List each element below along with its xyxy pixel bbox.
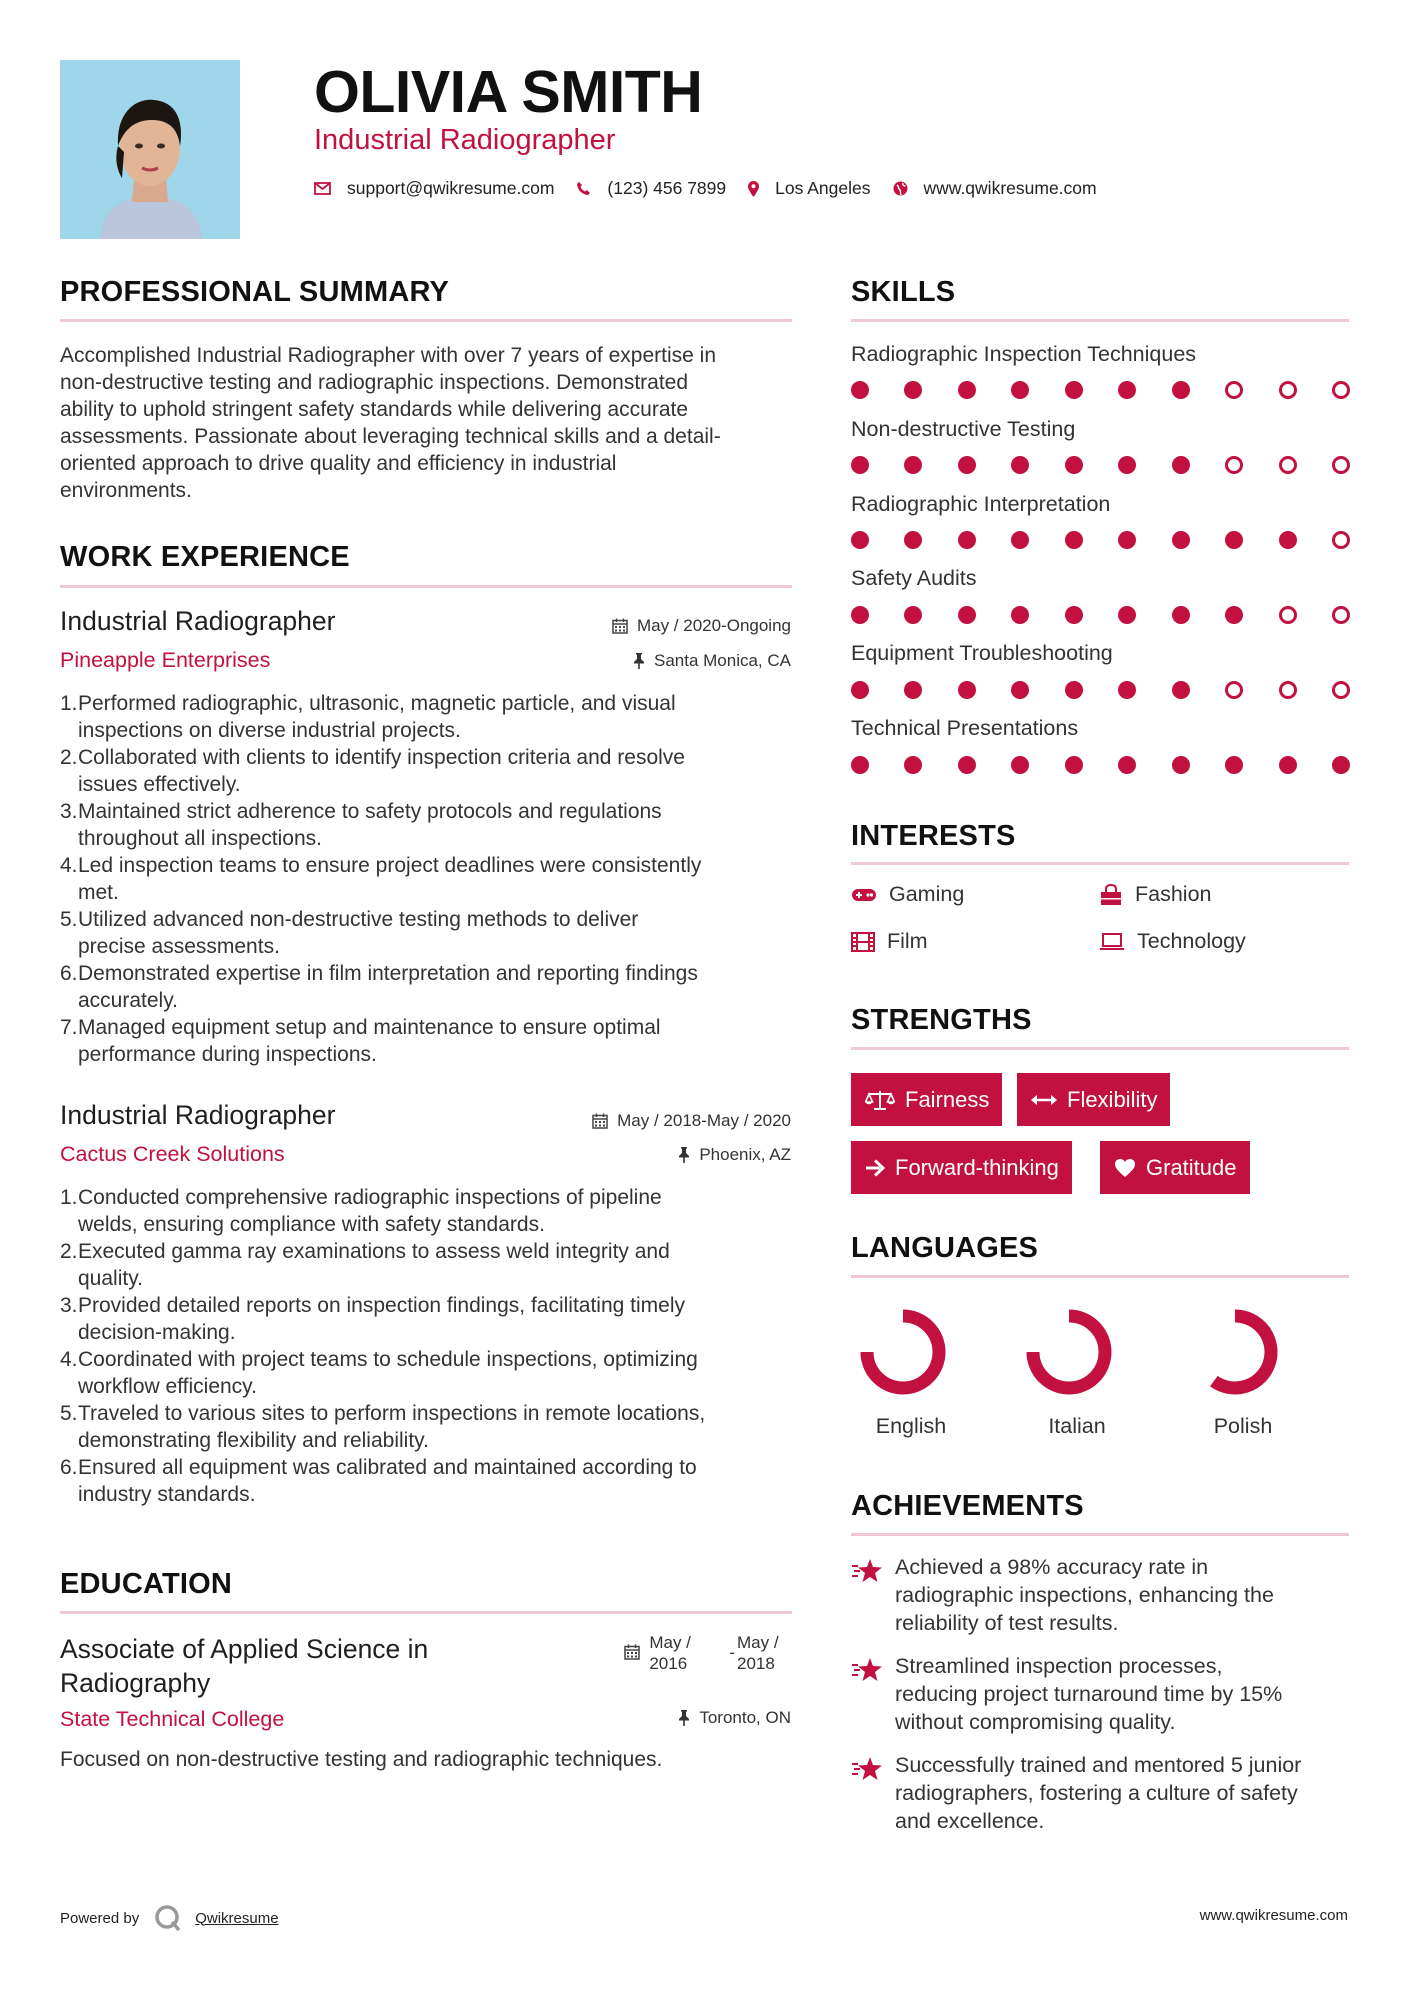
contact-phone[interactable] [576, 178, 726, 199]
language-ring-arc [867, 1316, 939, 1388]
job-date [612, 616, 791, 636]
skill-dot-filled [1065, 381, 1083, 399]
candidate-title: Industrial Radiographer [314, 124, 616, 156]
achievement-text: Successfully trained and mentored 5 junior radiographers, fostering a culture of safety and excellence. [895, 1753, 1302, 1833]
skill-dot-filled [851, 756, 869, 774]
skill-dot-filled [904, 381, 922, 399]
interest-label: Film [887, 929, 928, 953]
pin-icon [678, 1710, 690, 1726]
list-item: 5. Utilized advanced non-destructive testing methods to deliver precise assessments. [60, 908, 639, 958]
skill-dot-empty [1279, 456, 1297, 474]
skill-dot-empty [1332, 381, 1350, 399]
skill-label: Technical Presentations [851, 716, 1079, 740]
language-ring-arc [1033, 1316, 1105, 1388]
job-date [592, 1111, 791, 1131]
languages-divider [851, 1275, 1349, 1278]
skill-dot-empty [1332, 606, 1350, 624]
powered-by-text: Powered by [60, 1909, 140, 1927]
education-date [624, 1632, 791, 1674]
skill-dot-filled [1279, 531, 1297, 549]
achievement-text: Streamlined inspection processes, reducing project turnaround time by 15% without compromising quality. [895, 1654, 1283, 1734]
strength-label: Fairness [905, 1086, 990, 1112]
job-title: Industrial Radiographer [60, 606, 336, 636]
candidate-name: OLIVIA SMITH [314, 59, 703, 125]
job-location [678, 1145, 791, 1165]
list-item: 5. Traveled to various sites to perform inspections in remote locations, demonstrating flexibility and reliability. [60, 1402, 706, 1452]
pin-icon [633, 653, 645, 669]
achievements-divider [851, 1533, 1349, 1536]
skill-dot-filled [1065, 531, 1083, 549]
summary-line: non-destructive testing and radiographic inspections. Demonstrated [60, 371, 689, 394]
skill-dot-filled [958, 381, 976, 399]
list-item: 2. Collaborated with clients to identify inspection criteria and resolve issues effectively. [60, 746, 685, 796]
interest-technology [1099, 929, 1246, 954]
skill-dot-filled [1011, 456, 1029, 474]
skill-dot-empty [1332, 531, 1350, 549]
interests-heading: INTERESTS [851, 820, 1016, 852]
website-text: www.qwikresume.com [923, 178, 1097, 198]
experience-divider [60, 585, 792, 588]
skill-rating [851, 679, 1350, 701]
list-item: 1. Conducted comprehensive radiographic inspections of pipeline welds, ensuring compliance with safety standards. [60, 1186, 662, 1236]
strengths-heading: STRENGTHS [851, 1004, 1032, 1036]
skill-dot-empty [1225, 681, 1243, 699]
job-company: Pineapple Enterprises [60, 648, 271, 672]
skill-dot-filled [904, 456, 922, 474]
education-heading: EDUCATION [60, 1568, 233, 1600]
skill-dot-filled [851, 606, 869, 624]
skill-rating [851, 529, 1350, 551]
arrows-horizontal-icon [1031, 1093, 1057, 1107]
experience-heading: WORK EXPERIENCE [60, 541, 350, 573]
location-text: Los Angeles [775, 178, 871, 198]
heart-icon [1114, 1158, 1136, 1178]
map-marker-icon [748, 181, 759, 197]
language-ring [1183, 1300, 1303, 1400]
qwikresume-link[interactable]: Qwikresume [195, 1909, 279, 1927]
education-divider [60, 1611, 792, 1614]
skill-dot-filled [1118, 531, 1136, 549]
interests-divider [851, 862, 1349, 865]
degree-title: Associate of Applied Science in Radiography [60, 1634, 429, 1698]
strength-label: Forward-thinking [895, 1154, 1059, 1180]
skill-dot-filled [1172, 681, 1190, 699]
skills-divider [851, 319, 1349, 322]
language-label: Polish [1213, 1414, 1273, 1438]
language-label: English [875, 1414, 947, 1438]
skill-dot-filled [1011, 381, 1029, 399]
list-item: 1. Performed radiographic, ultrasonic, magnetic particle, and visual inspections on diverse industrial projects. [60, 692, 676, 742]
skill-dot-filled [958, 531, 976, 549]
globe-icon [893, 181, 908, 196]
skill-dot-filled [1172, 456, 1190, 474]
achievement-text: Achieved a 98% accuracy rate in radiographic inspections, enhancing the reliability of test results. [895, 1555, 1274, 1635]
skill-label: Equipment Troubleshooting [851, 641, 1113, 665]
skill-dot-empty [1279, 381, 1297, 399]
skill-dot-empty [1225, 456, 1243, 474]
skill-dot-filled [1011, 531, 1029, 549]
summary-line: oriented approach to drive quality and efficiency in industrial [60, 452, 617, 475]
list-item: 4. Coordinated with project teams to schedule inspections, optimizing workflow efficiency. [60, 1348, 698, 1398]
skill-label: Radiographic Inspection Techniques [851, 342, 1197, 366]
calendar-icon [592, 1113, 608, 1129]
strength-label: Gratitude [1146, 1154, 1237, 1180]
skill-dot-empty [1332, 681, 1350, 699]
language-ring-arc [1214, 1316, 1271, 1388]
skill-dot-filled [1225, 531, 1243, 549]
job-location-text: Santa Monica, CA [653, 651, 791, 670]
calendar-icon [624, 1644, 640, 1660]
contact-website[interactable] [893, 178, 1097, 199]
balance-scale-icon [865, 1089, 895, 1111]
profile-photo [60, 60, 240, 239]
gamepad-icon [851, 887, 877, 903]
interest-label: Fashion [1135, 882, 1212, 906]
skill-dot-filled [851, 681, 869, 699]
summary-text [60, 342, 795, 504]
language-ring [851, 1300, 971, 1400]
contact-bar [314, 178, 1119, 199]
skill-dot-filled [904, 606, 922, 624]
skill-dot-filled [1065, 756, 1083, 774]
skill-dot-filled [904, 756, 922, 774]
skill-dot-filled [851, 381, 869, 399]
skill-dot-filled [1118, 606, 1136, 624]
skill-dot-filled [1225, 606, 1243, 624]
interest-label: Gaming [889, 882, 965, 906]
job-location-text: Phoenix, AZ [699, 1145, 791, 1164]
summary-line: environments. [60, 479, 192, 502]
skill-dot-filled [1011, 681, 1029, 699]
strength-badge-flexibility [1017, 1073, 1170, 1126]
skill-dot-filled [1118, 456, 1136, 474]
skill-rating [851, 754, 1350, 776]
skill-dot-filled [1279, 756, 1297, 774]
skill-rating [851, 604, 1350, 626]
job-date-text: May / 2018-May / 2020 [617, 1111, 791, 1130]
achievements-heading: ACHIEVEMENTS [851, 1490, 1084, 1522]
interest-fashion [1099, 882, 1212, 907]
language-label: Italian [1048, 1414, 1106, 1438]
skill-label: Non-destructive Testing [851, 417, 1076, 441]
list-item: 3. Maintained strict adherence to safety protocols and regulations throughout all inspections. [60, 800, 662, 850]
skill-dot-filled [1065, 456, 1083, 474]
film-icon [851, 932, 875, 952]
interest-label: Technology [1137, 929, 1246, 953]
star-achievement-icon [851, 1755, 883, 1783]
list-item: 6. Ensured all equipment was calibrated and maintained according to industry standards. [60, 1456, 697, 1506]
contact-email[interactable] [314, 178, 554, 199]
job-responsibilities [60, 1184, 795, 1508]
calendar-icon [612, 618, 628, 634]
skill-dot-filled [1118, 756, 1136, 774]
list-item: 2. Executed gamma ray examinations to assess weld integrity and quality. [60, 1240, 670, 1290]
education-location-text: Toronto, ON [699, 1708, 791, 1727]
skill-label: Radiographic Interpretation [851, 492, 1111, 516]
arrow-right-icon [865, 1159, 885, 1177]
skills-heading: SKILLS [851, 276, 956, 308]
skill-dot-filled [1011, 606, 1029, 624]
phone-text: (123) 456 7899 [607, 178, 727, 198]
interest-film [851, 929, 928, 954]
job-company: Cactus Creek Solutions [60, 1142, 285, 1166]
strength-badge-gratitude [1100, 1141, 1250, 1194]
skill-dot-filled [1172, 606, 1190, 624]
skill-dot-filled [1172, 531, 1190, 549]
skill-dot-filled [1065, 681, 1083, 699]
email-text: support@qwikresume.com [347, 178, 555, 198]
list-item: 7. Managed equipment setup and maintenance to ensure optimal performance during inspections. [60, 1016, 661, 1066]
strength-badge-fairness [851, 1073, 1002, 1126]
job-responsibilities [60, 690, 795, 1068]
skill-dot-filled [958, 456, 976, 474]
education-date-start: May / 2016 [649, 1633, 691, 1673]
skill-dot-filled [1011, 756, 1029, 774]
skill-dot-filled [1225, 756, 1243, 774]
job-location [633, 651, 791, 671]
skill-dot-empty [1279, 681, 1297, 699]
footer-website[interactable]: www.qwikresume.com [1199, 1907, 1348, 1924]
language-ring [1017, 1300, 1137, 1400]
footer-powered-by [60, 1903, 279, 1933]
qwikresume-logo-icon [153, 1903, 183, 1933]
skill-dot-filled [958, 681, 976, 699]
summary-heading: PROFESSIONAL SUMMARY [60, 276, 450, 308]
summary-line: assessments. Passionate about leveraging technical skills and a detail- [60, 425, 721, 448]
languages-heading: LANGUAGES [851, 1232, 1039, 1264]
skill-dot-empty [1279, 606, 1297, 624]
shopping-bag-icon [1099, 884, 1123, 906]
star-achievement-icon [851, 1656, 883, 1684]
skill-dot-filled [1118, 381, 1136, 399]
skill-dot-empty [1332, 456, 1350, 474]
education-location [678, 1708, 791, 1728]
envelope-icon [314, 182, 331, 195]
skill-dot-filled [851, 456, 869, 474]
education-description: Focused on non-destructive testing and radiographic techniques. [60, 1748, 663, 1771]
list-item: 4. Led inspection teams to ensure project deadlines were consistently met. [60, 854, 702, 904]
interest-gaming [851, 882, 964, 907]
skill-dot-filled [1118, 681, 1136, 699]
skill-dot-filled [958, 606, 976, 624]
job-date-text: May / 2020-Ongoing [636, 616, 791, 635]
skill-dot-filled [1172, 381, 1190, 399]
skill-dot-filled [1065, 606, 1083, 624]
phone-icon [576, 181, 591, 196]
skill-dot-filled [904, 681, 922, 699]
summary-divider [60, 319, 792, 322]
school-name: State Technical College [60, 1707, 285, 1731]
pin-icon [678, 1147, 690, 1163]
skill-dot-filled [958, 756, 976, 774]
skill-label: Safety Audits [851, 566, 977, 590]
strengths-divider [851, 1047, 1349, 1050]
education-date-separator: - [729, 1643, 735, 1662]
strength-badge-forward-thinking [851, 1141, 1072, 1194]
summary-line: Accomplished Industrial Radiographer with over 7 years of expertise in [60, 344, 716, 367]
laptop-icon [1099, 933, 1125, 951]
education-date-end: May / 2018 [737, 1633, 779, 1673]
strength-label: Flexibility [1067, 1086, 1158, 1112]
star-achievement-icon [851, 1557, 883, 1585]
job-title: Industrial Radiographer [60, 1100, 336, 1130]
skill-rating [851, 454, 1350, 476]
skill-rating [851, 379, 1350, 401]
list-item: 3. Provided detailed reports on inspection findings, facilitating timely decision-making. [60, 1294, 686, 1344]
contact-location [748, 178, 870, 199]
summary-line: ability to uphold stringent safety standards while delivering accurate [60, 398, 689, 421]
skill-dot-filled [1332, 756, 1350, 774]
skill-dot-empty [1225, 381, 1243, 399]
skill-dot-filled [851, 531, 869, 549]
skill-dot-filled [1172, 756, 1190, 774]
list-item: 6. Demonstrated expertise in film interpretation and reporting findings accurately. [60, 962, 698, 1012]
skill-dot-filled [904, 531, 922, 549]
